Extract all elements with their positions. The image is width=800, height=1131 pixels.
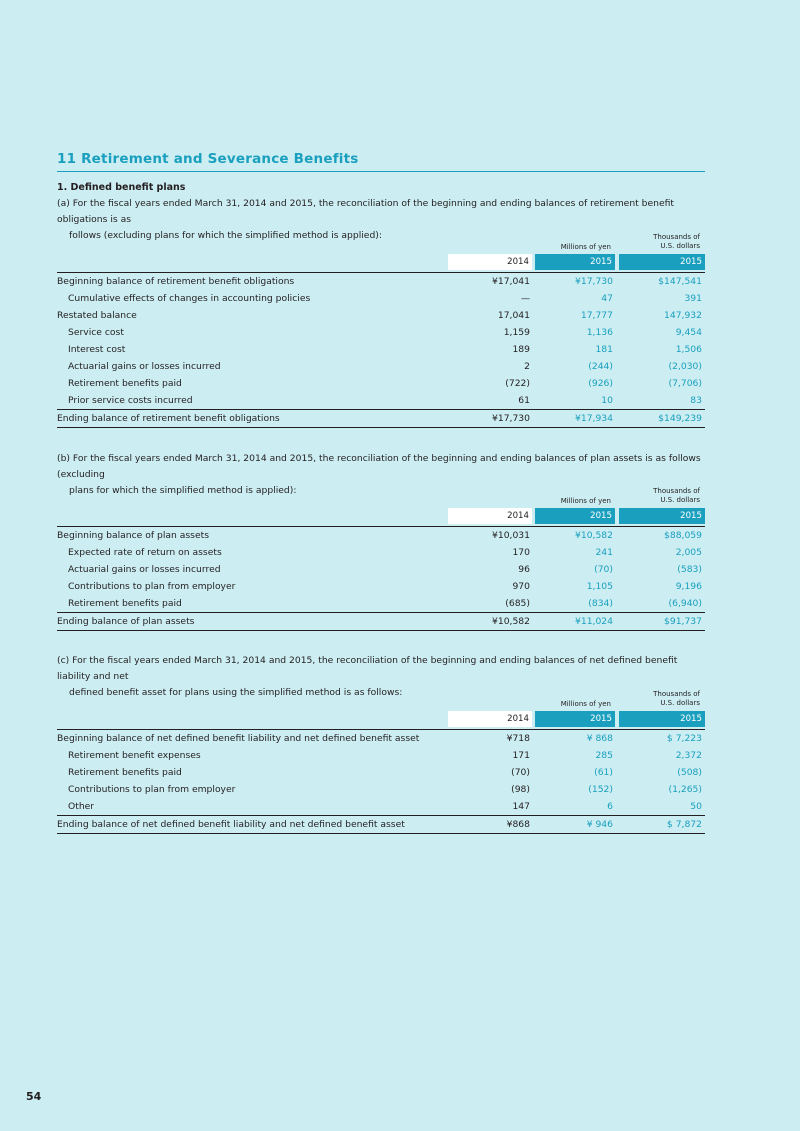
table-simplified-method [57,685,705,834]
section-title: 11 Retirement and Severance Benefits [57,151,705,172]
value-2014-yen: (70) [511,767,530,778]
value-2015-yen: 1,136 [586,327,613,338]
value-2014-yen: (722) [505,378,530,389]
row-label: Other [68,801,95,812]
row-label: Actuarial gains or losses incurred [68,361,221,372]
value-2015-yen: ¥10,582 [575,530,613,541]
table-plan-assets [57,482,705,631]
value-2015-usd: (7,706) [668,378,702,389]
value-2014-yen: 96 [518,564,530,575]
value-2014-yen: 189 [512,344,530,355]
table-row [57,595,705,612]
row-label: Ending balance of net defined benefit liability and net defined benefit asset [57,819,405,830]
value-2015-usd: 50 [690,801,702,812]
table-row [57,409,705,428]
table-row [57,747,705,764]
row-label: Cumulative effects of changes in accounting policies [68,293,311,304]
row-label: Restated balance [57,310,137,321]
value-2015-usd: 147,932 [664,310,702,321]
value-2015-usd: $91,737 [664,616,702,627]
row-label: Retirement benefits paid [68,598,182,609]
value-2015-yen: ¥ 946 [586,819,613,830]
table-row [57,527,705,544]
value-2015-yen: 1,105 [586,581,613,592]
value-2014-yen: 17,041 [497,310,530,321]
row-label: Prior service costs incurred [68,395,193,406]
value-2014-yen: ¥868 [506,819,530,830]
value-2015-usd: $ 7,872 [666,819,702,830]
value-2015-usd: $88,059 [664,530,702,541]
table-body [57,526,705,631]
value-2015-usd: 391 [684,293,702,304]
table-row [57,730,705,747]
intro-paragraph-a: (a) For the fiscal years ended March 31, 2014 and 2015, the reconciliation of the beginning and ending balances of retirement benefit obligations is as follows (excluding plans for which the simplified method is applied): [57,198,675,241]
units-header: Millions of yen Thousands of U.S. dollars [560,233,700,251]
page-number: 54 [26,1090,42,1103]
value-2014-yen: ¥17,041 [492,276,530,287]
value-2015-yen: 241 [595,547,613,558]
value-2015-yen: 47 [601,293,613,304]
value-2014-yen: ¥718 [506,733,530,744]
units-header: Millions of yen Thousands of U.S. dollars [560,487,700,505]
year-header: 2014 2015 2015 [57,711,705,727]
row-label: Retirement benefits paid [68,767,182,778]
value-2015-usd: (2,030) [668,361,702,372]
intro-paragraph-b: (b) For the fiscal years ended March 31, 2014 and 2015, the reconciliation of the beginning and ending balances of plan assets is as follows (excluding plans for which the simplified method is applied): [57,453,701,496]
table-row [57,324,705,341]
value-2015-yen: ¥17,730 [575,276,613,287]
table-row [57,764,705,781]
value-2014-yen: (685) [505,598,530,609]
value-2015-yen: 285 [595,750,613,761]
table-row [57,544,705,561]
value-2015-yen: (152) [588,784,613,795]
units-header: Millions of yen Thousands of U.S. dollars [560,690,700,708]
year-header: 2014 2015 2015 [57,254,705,270]
row-label: Beginning balance of net defined benefit liability and net defined benefit asset [57,733,420,744]
table-body [57,272,705,428]
value-2015-usd: (6,940) [668,598,702,609]
table-row [57,798,705,815]
value-2015-yen: ¥11,024 [575,616,613,627]
value-2014-yen: 170 [512,547,530,558]
value-2015-yen: 10 [601,395,613,406]
value-2015-usd: (583) [677,564,702,575]
value-2014-yen: 2 [524,361,530,372]
row-label: Ending balance of plan assets [57,616,195,627]
table-row [57,290,705,307]
row-label: Retirement benefit expenses [68,750,201,761]
value-2015-yen: (834) [588,598,613,609]
value-2015-yen: (926) [588,378,613,389]
value-2014-yen: ¥10,582 [492,616,530,627]
subheading: 1. Defined benefit plans [57,182,186,193]
intro-paragraph-c: (c) For the fiscal years ended March 31, 2014 and 2015, the reconciliation of the beginning and ending balances of net defined benefit liability and net defined benefit asset for plans using the simplified method is as follows: [57,655,678,698]
value-2015-usd: 2,372 [675,750,702,761]
row-label: Contributions to plan from employer [68,581,236,592]
table-row [57,815,705,834]
year-header: 2014 2015 2015 [57,508,705,524]
value-2014-yen: ¥17,730 [492,413,530,424]
value-2015-yen: (244) [588,361,613,372]
row-label: Beginning balance of plan assets [57,530,209,541]
row-label: Service cost [68,327,124,338]
table-row [57,375,705,392]
value-2014-yen: 970 [512,581,530,592]
value-2014-yen: 61 [518,395,530,406]
value-2015-usd: 1,506 [675,344,702,355]
table-row [57,273,705,290]
value-2015-usd: 9,454 [675,327,702,338]
row-label: Retirement benefits paid [68,378,182,389]
table-row [57,358,705,375]
value-2015-usd: $147,541 [658,276,702,287]
value-2015-yen: 17,777 [580,310,613,321]
value-2015-yen: ¥ 868 [586,733,613,744]
table-row [57,307,705,324]
row-label: Beginning balance of retirement benefit obligations [57,276,295,287]
table-row [57,612,705,631]
table-row [57,561,705,578]
value-2015-yen: ¥17,934 [575,413,613,424]
value-2015-yen: 6 [607,801,613,812]
value-2014-yen: 171 [512,750,530,761]
row-label: Actuarial gains or losses incurred [68,564,221,575]
value-2015-usd: $149,239 [658,413,702,424]
row-label: Contributions to plan from employer [68,784,236,795]
value-2015-usd: (508) [677,767,702,778]
value-2015-yen: 181 [595,344,613,355]
value-2015-yen: (70) [594,564,613,575]
table-body [57,729,705,834]
value-2015-usd: 83 [690,395,702,406]
value-2014-yen: 147 [512,801,530,812]
value-2015-usd: 9,196 [675,581,702,592]
row-label: Interest cost [68,344,126,355]
table-row [57,341,705,358]
value-2015-yen: (61) [594,767,613,778]
value-2015-usd: (1,265) [668,784,702,795]
row-label: Ending balance of retirement benefit obligations [57,413,280,424]
table-row [57,392,705,409]
value-2015-usd: $ 7,223 [666,733,702,744]
value-2014-yen: (98) [511,784,530,795]
row-label: Expected rate of return on assets [68,547,222,558]
value-2014-yen: 1,159 [503,327,530,338]
table-row [57,578,705,595]
value-2014-yen: ¥10,031 [492,530,530,541]
value-2015-usd: 2,005 [675,547,702,558]
table-row [57,781,705,798]
value-2014-yen: — [520,293,530,304]
table-retirement-obligations [57,228,705,428]
